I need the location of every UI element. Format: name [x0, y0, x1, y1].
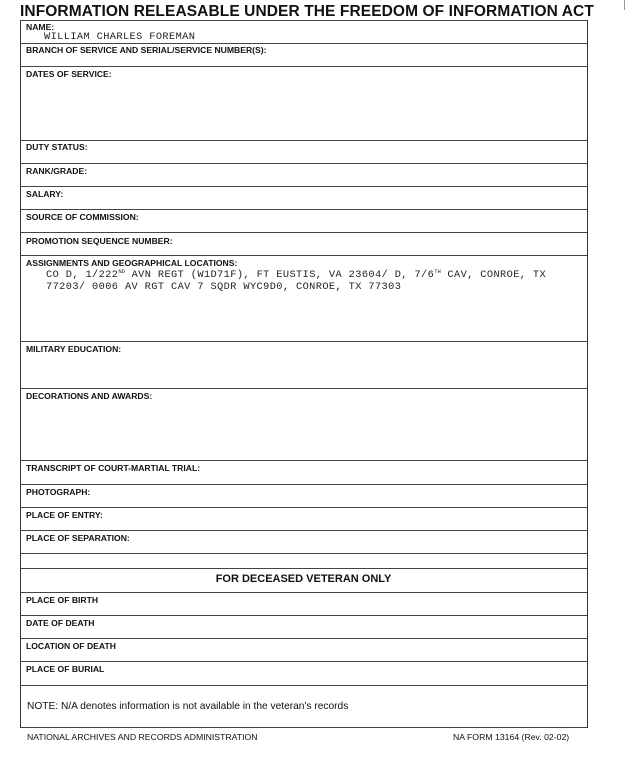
assignments-text-3: CAV, CONROE, TX — [440, 269, 547, 281]
duty-status-label: DUTY STATUS: — [26, 142, 88, 152]
military-education-label: MILITARY EDUCATION: — [26, 344, 122, 354]
rule-duty — [20, 163, 587, 164]
rule-birth — [20, 615, 587, 616]
rule-burial — [20, 685, 587, 686]
photograph-label: PHOTOGRAPH: — [26, 487, 91, 497]
rule-commission — [20, 232, 587, 233]
rule-deceased-heading — [20, 592, 587, 593]
rule-name — [20, 43, 587, 44]
place-of-entry-label: PLACE OF ENTRY: — [26, 510, 103, 520]
assignments-value-line-1 — [46, 268, 546, 281]
rule-rank — [20, 186, 587, 187]
dates-of-service-label: DATES OF SERVICE: — [26, 69, 112, 79]
place-of-birth-label: PLACE OF BIRTH — [26, 595, 99, 605]
branch-label: BRANCH OF SERVICE AND SERIAL/SERVICE NUMBER(S): — [26, 45, 267, 55]
rule-salary — [20, 209, 587, 210]
salary-label: SALARY: — [26, 189, 64, 199]
date-of-death-label: DATE OF DEATH — [26, 618, 95, 628]
rule-deceased-top — [20, 568, 587, 569]
footer-form-number: NA FORM 13164 (Rev. 02-02) — [453, 732, 570, 742]
footer-agency: NATIONAL ARCHIVES AND RECORDS ADMINISTRATION — [27, 732, 258, 742]
assignments-text-1: CO D, 1/222 — [46, 269, 119, 281]
place-of-separation-label: PLACE OF SEPARATION: — [26, 533, 130, 543]
rule-branch — [20, 66, 587, 67]
court-martial-label: TRANSCRIPT OF COURT-MARTIAL TRIAL: — [26, 463, 201, 473]
page-edge-mark — [624, 0, 625, 10]
rule-separation — [20, 553, 587, 554]
rank-grade-label: RANK/GRADE: — [26, 166, 88, 176]
rule-dates — [20, 140, 587, 141]
na-note: NOTE: N/A denotes information is not available in the veteran's records — [27, 701, 349, 712]
rule-education — [20, 388, 587, 389]
rule-bottom — [20, 727, 587, 728]
decorations-label: DECORATIONS AND AWARDS: — [26, 391, 153, 401]
assignments-value-line-2: 77203/ 0006 AV RGT CAV 7 SQDR WYC9D0, CONROE, TX 77303 — [46, 281, 402, 293]
rule-entry — [20, 530, 587, 531]
form-frame — [20, 20, 588, 728]
source-of-commission-label: SOURCE OF COMMISSION: — [26, 212, 139, 222]
rule-assignments — [20, 341, 587, 342]
rule-top — [20, 20, 587, 21]
rule-decorations — [20, 460, 587, 461]
assignments-ordinal-nd: ND — [118, 268, 125, 275]
form-title: INFORMATION RELEASABLE UNDER THE FREEDOM OF INFORMATION ACT — [20, 3, 594, 20]
assignments-label: ASSIGNMENTS AND GEOGRAPHICAL LOCATIONS: — [26, 258, 238, 268]
rule-court-martial — [20, 484, 587, 485]
name-label: NAME: — [26, 22, 55, 32]
deceased-section-heading: FOR DECEASED VETERAN ONLY — [215, 573, 392, 585]
rule-death-date — [20, 638, 587, 639]
assignments-ordinal-th: TH — [434, 268, 441, 275]
location-of-death-label: LOCATION OF DEATH — [26, 641, 116, 651]
rule-death-location — [20, 661, 587, 662]
promotion-sequence-label: PROMOTION SEQUENCE NUMBER: — [26, 236, 173, 246]
rule-photograph — [20, 507, 587, 508]
name-value: WILLIAM CHARLES FOREMAN — [44, 31, 196, 43]
assignments-text-2: AVN REGT (W1D71F), FT EUSTIS, VA 23604/ D, 7/6 — [124, 269, 435, 281]
rule-promotion — [20, 255, 587, 256]
place-of-burial-label: PLACE OF BURIAL — [26, 664, 105, 674]
